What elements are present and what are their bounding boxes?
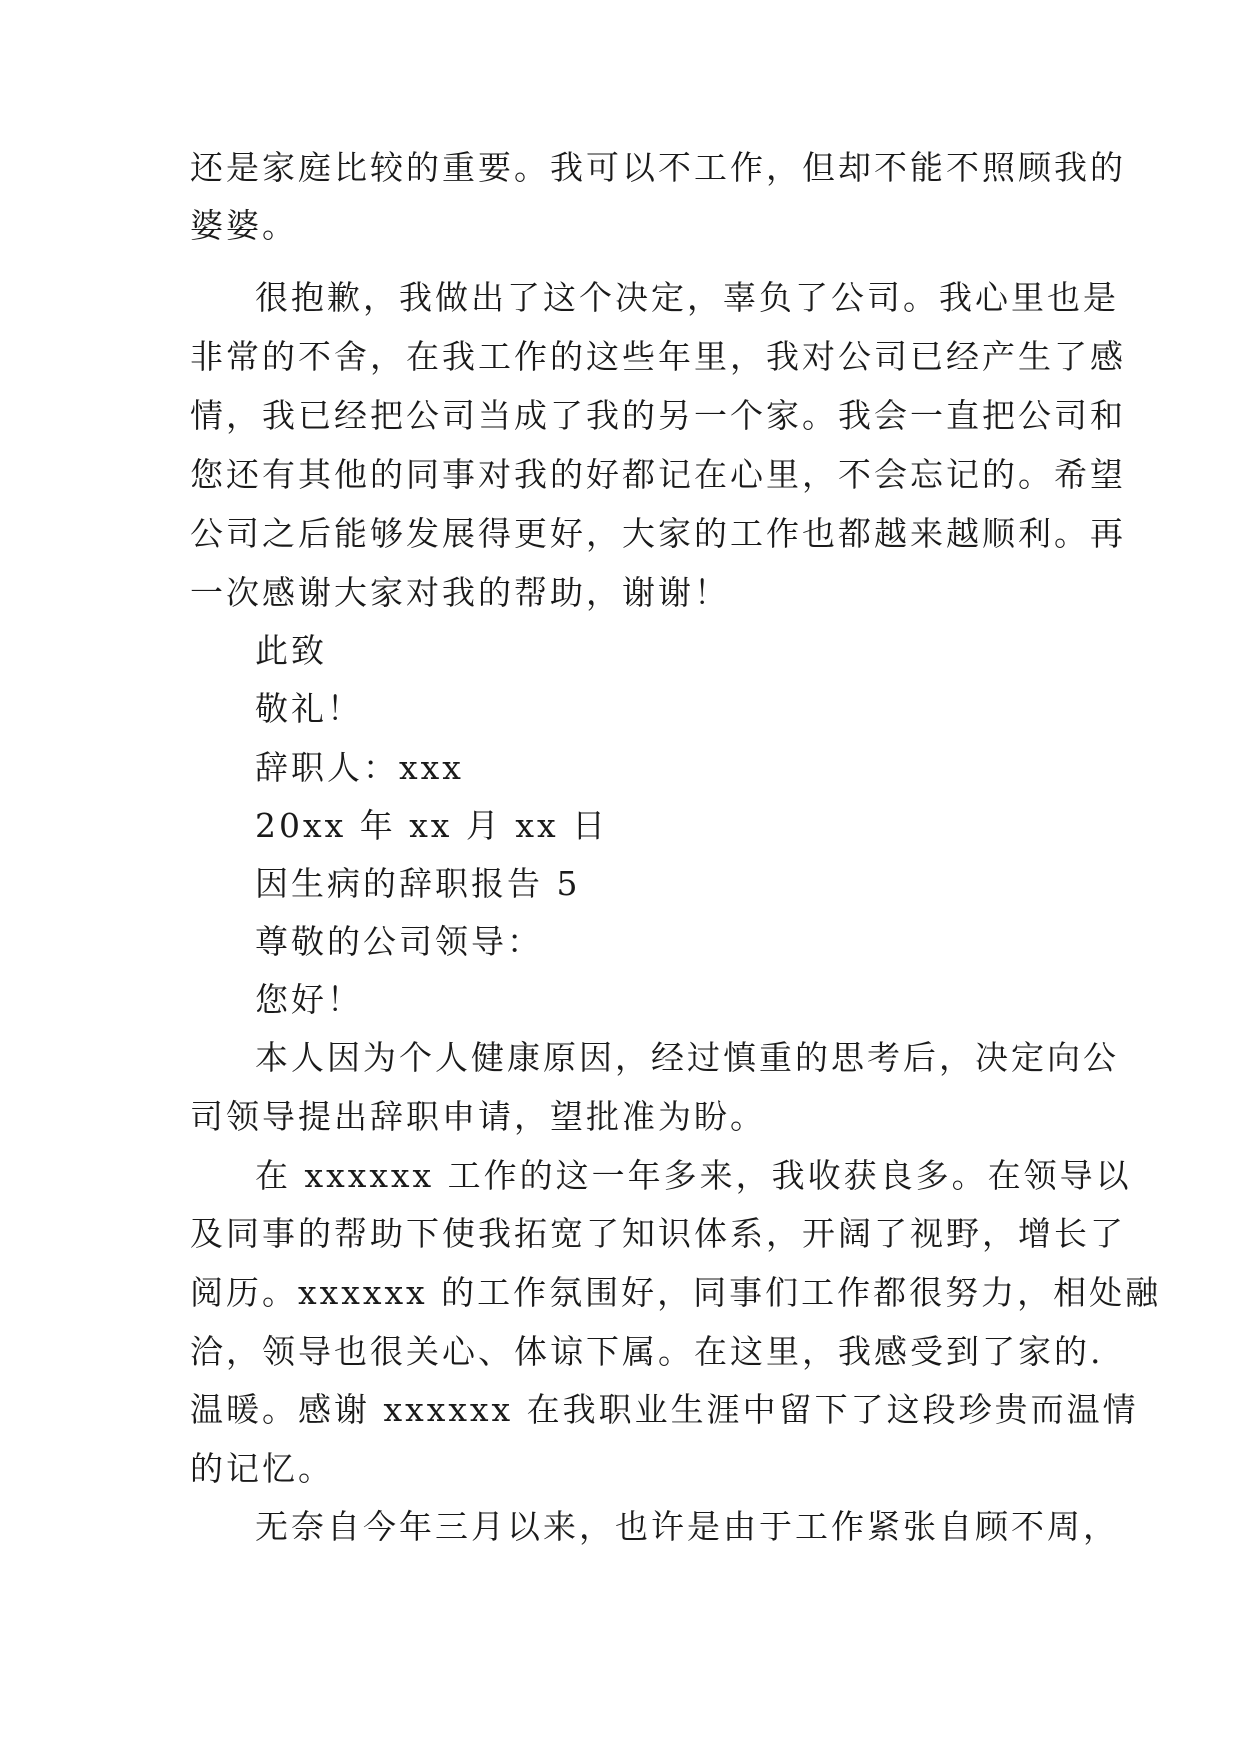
date-line: 20xx 年 xx 月 xx 日 xyxy=(255,806,609,845)
paragraph-start-line: 无奈自今年三月以来，也许是由于工作紧张自顾不周， xyxy=(255,1507,1119,1546)
section-title: 因生病的辞职报告 5 xyxy=(255,864,581,903)
closing-salute-line: 敬礼！ xyxy=(255,689,363,728)
text-line: 洽，领导也很关心、体谅下属。在这里，我感受到了家的. xyxy=(190,1332,1104,1371)
salutation-line: 尊敬的公司领导： xyxy=(255,922,543,961)
text-line: 情，我已经把公司当成了我的另一个家。我会一直把公司和 xyxy=(190,396,1126,435)
text-line: 的记忆。 xyxy=(190,1449,334,1488)
text-line: 非常的不舍，在我工作的这些年里，我对公司已经产生了感 xyxy=(190,337,1126,376)
paragraph-start-line: 在 xxxxxx 工作的这一年多来，我收获良多。在领导以 xyxy=(255,1156,1132,1195)
paragraph-start-line: 很抱歉，我做出了这个决定，辜负了公司。我心里也是 xyxy=(255,278,1119,317)
text-line: 温暖。感谢 xxxxxx 在我职业生涯中留下了这段珍贵而温情 xyxy=(190,1390,1139,1429)
text-line: 司领导提出辞职申请，望批准为盼。 xyxy=(190,1097,766,1136)
text-line: 您还有其他的同事对我的好都记在心里，不会忘记的。希望 xyxy=(190,455,1126,494)
closing-line: 此致 xyxy=(255,631,327,670)
text-line: 阅历。xxxxxx 的工作氛围好，同事们工作都很努力，相处融 xyxy=(190,1273,1162,1312)
text-line: 婆婆。 xyxy=(190,206,298,245)
text-line: 一次感谢大家对我的帮助，谢谢！ xyxy=(190,573,730,612)
signature-line: 辞职人：xxx xyxy=(255,748,464,787)
text-line: 公司之后能够发展得更好，大家的工作也都越来越顺利。再 xyxy=(190,514,1126,553)
paragraph-start-line: 本人因为个人健康原因，经过慎重的思考后，决定向公 xyxy=(255,1038,1119,1077)
text-line: 及同事的帮助下使我拓宽了知识体系，开阔了视野，增长了 xyxy=(190,1214,1126,1253)
text-line: 还是家庭比较的重要。我可以不工作，但却不能不照顾我的 xyxy=(190,148,1126,187)
greeting-line: 您好！ xyxy=(255,980,363,1019)
